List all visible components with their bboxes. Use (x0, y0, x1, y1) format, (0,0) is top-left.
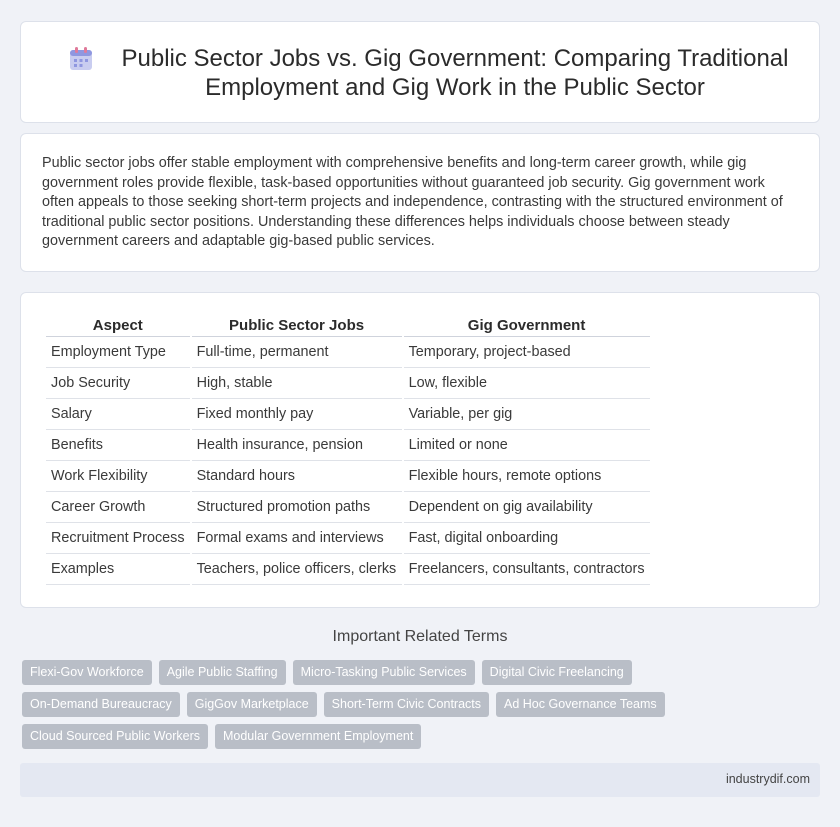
related-term-tag[interactable]: Ad Hoc Governance Teams (496, 692, 665, 717)
table-cell: Employment Type (46, 337, 190, 368)
related-terms-heading: Important Related Terms (332, 628, 508, 645)
table-cell: Structured promotion paths (192, 492, 402, 523)
table-row (46, 554, 650, 585)
table-row (46, 461, 650, 492)
table-row (46, 337, 650, 368)
column-header-aspect: Aspect (46, 313, 190, 337)
related-term-tag[interactable]: Digital Civic Freelancing (482, 660, 632, 685)
related-term-tag[interactable]: Agile Public Staffing (159, 660, 286, 685)
comparison-table-card (20, 292, 820, 608)
table-header-row (46, 313, 650, 337)
page-title: Public Sector Jobs vs. Gig Government: Comparing Traditional Employment and Gig Work in the Public Sector (121, 45, 789, 101)
related-term-tag[interactable]: On-Demand Bureaucracy (22, 692, 180, 717)
table-cell: Health insurance, pension (192, 430, 402, 461)
table-cell: Full-time, permanent (192, 337, 402, 368)
related-terms-list (22, 660, 782, 749)
table-cell: Job Security (46, 368, 190, 399)
table-row (46, 523, 650, 554)
footer (20, 763, 820, 797)
table-cell: Fixed monthly pay (192, 399, 402, 430)
table-cell: Flexible hours, remote options (404, 461, 650, 492)
table-cell: Low, flexible (404, 368, 650, 399)
table-cell: Formal exams and interviews (192, 523, 402, 554)
table-cell: Teachers, police officers, clerks (192, 554, 402, 585)
table-cell: Career Growth (46, 492, 190, 523)
related-term-tag[interactable]: Micro-Tasking Public Services (293, 660, 475, 685)
calendar-icon (68, 46, 94, 72)
table-cell: Freelancers, consultants, contractors (404, 554, 650, 585)
comparison-table (44, 313, 652, 585)
related-term-tag[interactable]: Short-Term Civic Contracts (324, 692, 489, 717)
related-term-tag[interactable]: Cloud Sourced Public Workers (22, 724, 208, 749)
table-row (46, 399, 650, 430)
column-header-gig-government: Gig Government (404, 313, 650, 337)
table-cell: High, stable (192, 368, 402, 399)
footer-site-link[interactable]: industrydif.com (725, 772, 810, 786)
title-card (20, 21, 820, 123)
table-cell: Examples (46, 554, 190, 585)
related-term-tag[interactable]: Flexi-Gov Workforce (22, 660, 152, 685)
intro-card (20, 133, 820, 272)
table-row (46, 430, 650, 461)
table-cell: Standard hours (192, 461, 402, 492)
table-cell: Recruitment Process (46, 523, 190, 554)
table-cell: Limited or none (404, 430, 650, 461)
table-cell: Work Flexibility (46, 461, 190, 492)
table-row (46, 492, 650, 523)
table-cell: Temporary, project-based (404, 337, 650, 368)
related-term-tag[interactable]: GigGov Marketplace (187, 692, 317, 717)
column-header-public-sector: Public Sector Jobs (192, 313, 402, 337)
table-cell: Benefits (46, 430, 190, 461)
table-cell: Salary (46, 399, 190, 430)
table-cell: Variable, per gig (404, 399, 650, 430)
intro-paragraph: Public sector jobs offer stable employment with comprehensive benefits and long-term career growth, while gig government roles provide flexible, task-based opportunities without guaranteed job security. Gig government work often appeals to those seeking short-term projects and independence, contrasting with the structured environment of traditional public sector positions. Understanding these differences helps individuals choose between steady government careers and adaptable gig-based public services. (42, 155, 783, 249)
table-row (46, 368, 650, 399)
table-cell: Fast, digital onboarding (404, 523, 650, 554)
table-cell: Dependent on gig availability (404, 492, 650, 523)
related-term-tag[interactable]: Modular Government Employment (215, 724, 421, 749)
